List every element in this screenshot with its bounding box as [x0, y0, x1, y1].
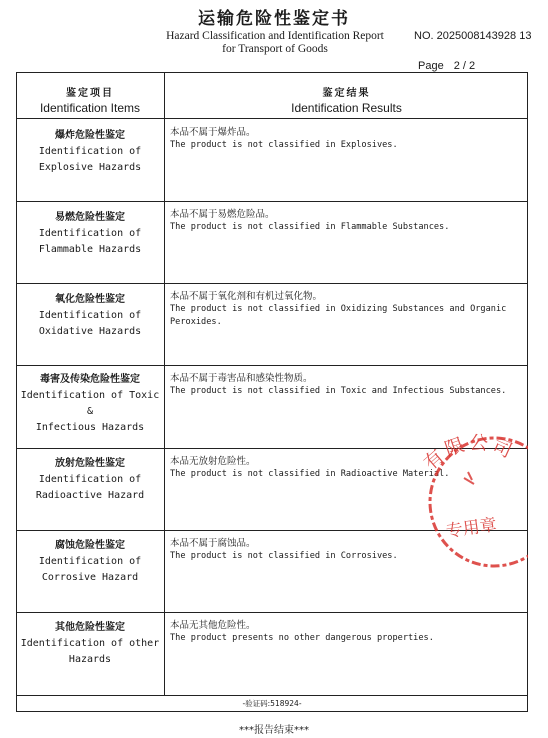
table-row-result: [170, 290, 524, 329]
row-divider: [16, 695, 528, 696]
table-row-item: [16, 292, 164, 340]
column-header-items-en: Identification Items: [39, 101, 141, 115]
row-divider: [16, 118, 528, 119]
item-label-en: Radioactive Hazard: [35, 490, 145, 501]
table-row-result: [170, 208, 524, 234]
column-header-items-cn: 鉴定项目: [66, 88, 114, 99]
item-label-en: Oxidative Hazards: [38, 326, 142, 337]
item-label-en: Identification of: [38, 228, 142, 239]
report-title-en-line2: for Transport of Goods: [222, 43, 328, 55]
result-text-en: The product is not classified in Flammable Substances.: [170, 222, 450, 232]
table-row-result: [170, 372, 524, 398]
result-text-cn: 本品无放射危险性。: [170, 456, 256, 467]
result-text-en: The product is not classified in Oxidizing Substances and Organic: [170, 304, 507, 314]
result-text-cn: 本品不属于腐蚀品。: [170, 538, 256, 549]
row-divider: [16, 612, 528, 613]
table-row-result: [170, 619, 524, 645]
table-row-item: [16, 210, 164, 258]
column-header-results: [165, 84, 528, 115]
result-text-cn: 本品不属于氧化剂和有机过氧化物。: [170, 291, 323, 302]
result-text-cn: 本品不属于毒害品和感染性物质。: [170, 373, 313, 384]
item-label-cn: 腐蚀危险性鉴定: [55, 540, 125, 551]
item-label-en: Identification of: [38, 556, 142, 567]
row-divider: [16, 201, 528, 202]
company-seal: [398, 418, 528, 578]
item-label-en: Infectious Hazards: [35, 422, 145, 433]
report-number: NO. 2025008143928 13: [414, 30, 532, 42]
item-label-en: Identification of: [38, 474, 142, 485]
result-text-en: The product is not classified in Corrosives.: [170, 551, 398, 561]
seal-text-outer: 有限公司: [419, 431, 519, 475]
result-text-en: The product is not classified in Radioactive Material.: [170, 469, 450, 479]
report-title-en-line1: Hazard Classification and Identification Report: [166, 30, 384, 42]
item-label-cn: 易燃危险性鉴定: [55, 212, 125, 223]
table-row-item: [16, 620, 164, 668]
table-row-result: [170, 126, 524, 152]
table-row-item: [16, 128, 164, 176]
item-label-en: Identification of: [38, 146, 142, 157]
seal-text-inner: 专用章: [444, 515, 498, 542]
table-row-item: [16, 456, 164, 504]
item-label-en: Identification of other: [20, 638, 160, 649]
column-header-results-en: Identification Results: [291, 101, 402, 115]
result-text-en: Peroxides.: [170, 317, 222, 327]
column-header-items: [16, 84, 164, 115]
result-text-en: The product is not classified in Explosives.: [170, 140, 398, 150]
item-label-cn: 放射危险性鉴定: [55, 458, 125, 469]
item-label-en: Hazards: [68, 654, 112, 665]
item-label-cn: 爆炸危险性鉴定: [55, 130, 125, 141]
seal-mark: [464, 472, 474, 484]
item-label-en: Identification of Toxic &: [20, 390, 160, 417]
result-text-en: The product presents no other dangerous properties.: [170, 633, 434, 643]
report-title-cn: 运输危险性鉴定书: [198, 9, 350, 29]
item-label-cn: 毒害及传染危险性鉴定: [40, 374, 140, 385]
result-text-cn: 本品不属于爆炸品。: [170, 127, 256, 138]
result-text-en: The product is not classified in Toxic and Infectious Substances.: [170, 386, 507, 396]
page-indicator: [418, 60, 475, 72]
item-label-cn: 氧化危险性鉴定: [55, 294, 125, 305]
page-number: 2 / 2: [453, 60, 476, 72]
item-label-en: Flammable Hazards: [38, 244, 142, 255]
item-label-en: Explosive Hazards: [38, 162, 142, 173]
column-header-results-cn: 鉴定结果: [322, 88, 371, 99]
row-divider: [16, 283, 528, 284]
table-row-item: [16, 538, 164, 586]
end-of-report: ***报告结束***: [239, 725, 309, 736]
verification-code: -验证码:518924-: [242, 699, 302, 708]
item-label-en: Corrosive Hazard: [41, 572, 139, 583]
item-label-cn: 其他危险性鉴定: [55, 622, 125, 633]
page-label: Page: [418, 60, 444, 72]
report-title-en: [120, 30, 430, 56]
result-text-cn: 本品无其他危险性。: [170, 620, 256, 631]
row-divider: [16, 365, 528, 366]
column-divider: [164, 72, 165, 695]
item-label-en: Identification of: [38, 310, 142, 321]
table-row-item: [16, 372, 164, 436]
result-text-cn: 本品不属于易燃危险品。: [170, 209, 275, 220]
